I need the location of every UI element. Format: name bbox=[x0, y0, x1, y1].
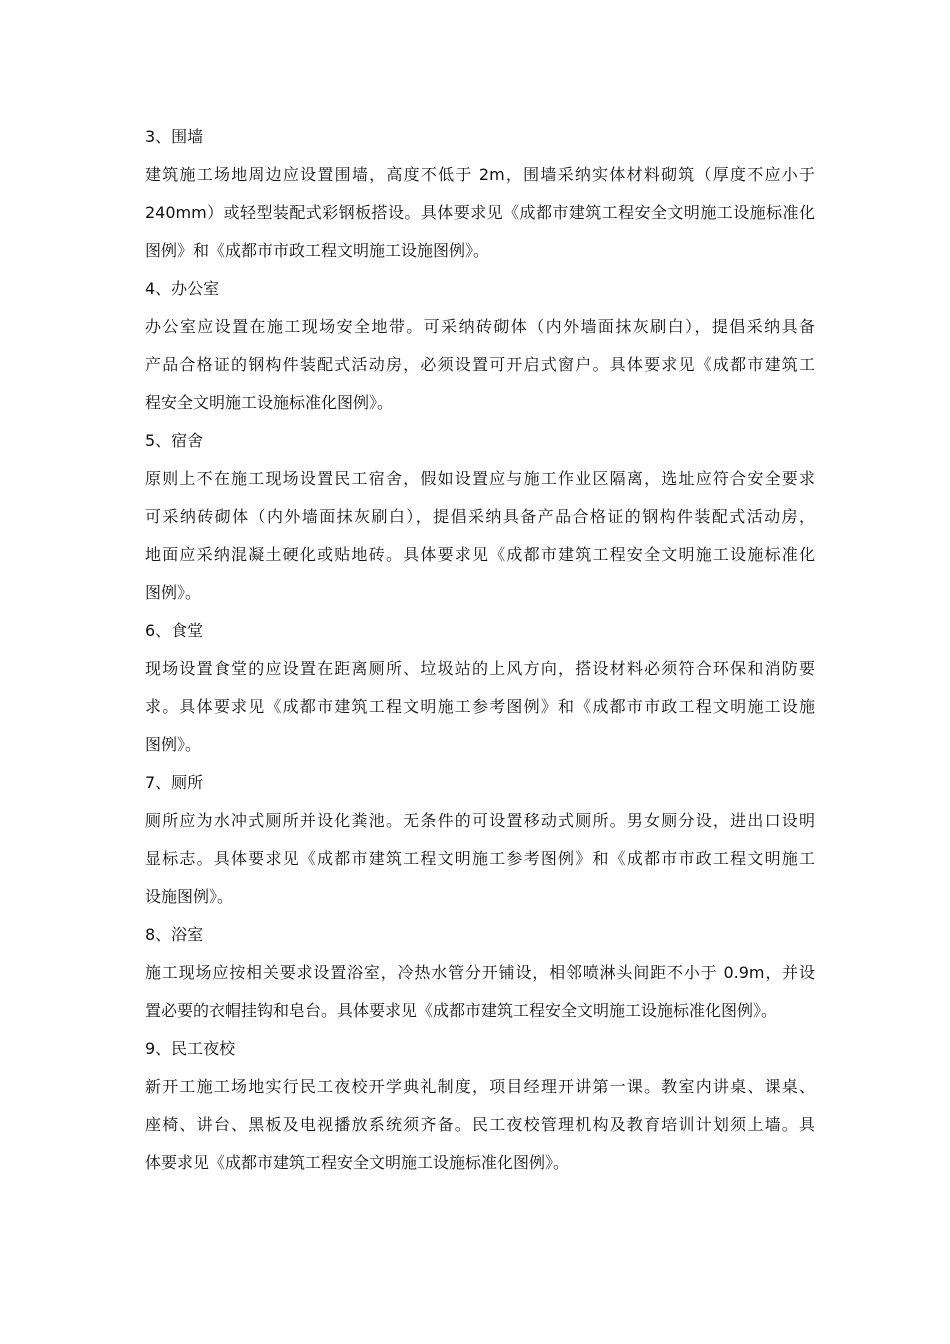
section-body bbox=[145, 151, 815, 275]
paragraph-line: 新开工施工场地实行民工夜校开学典礼制度，项目经理开讲第一课。教室内讲桌、课桌、 bbox=[145, 1077, 815, 1096]
paragraph-line: 原则上不在施工现场设置民工宿舍，假如设置应与施工作业区隔离，选址应符合安全要求 bbox=[145, 469, 815, 488]
paragraph-line: 座椅、讲台、黑板及电视播放系统须齐备。民工夜校管理机构及教育培训计划须上墙。具 bbox=[145, 1115, 815, 1134]
section-heading: 7、厕所 bbox=[145, 773, 204, 792]
section-night-school bbox=[145, 1035, 815, 1187]
section-body bbox=[145, 455, 815, 617]
paragraph-line: 程安全文明施工设施标准化图例》。 bbox=[145, 393, 394, 412]
section-canteen bbox=[145, 617, 815, 769]
paragraph-line: 设施图例》。 bbox=[145, 887, 234, 906]
paragraph-line: 图例》。 bbox=[145, 583, 202, 602]
section-body bbox=[145, 949, 815, 1035]
paragraph-line: 求。具体要求见《成都市建筑工程文明施工参考图例》和《成都市市政工程文明施工设施 bbox=[145, 697, 815, 716]
section-heading: 6、食堂 bbox=[145, 621, 204, 640]
section-dormitory bbox=[145, 427, 815, 617]
paragraph-line: 置必要的衣帽挂钩和皂台。具体要求见《成都市建筑工程安全文明施工设施标准化图例》。 bbox=[145, 1001, 778, 1020]
document-content bbox=[145, 123, 815, 1187]
section-bathroom bbox=[145, 921, 815, 1035]
paragraph-line: 图例》。 bbox=[145, 735, 202, 754]
paragraph-line: 现场设置食堂的应设置在距离厕所、垃圾站的上风方向，搭设材料必须符合环保和消防要 bbox=[145, 659, 815, 678]
paragraph-line: 地面应采纳混凝土硬化或贴地砖。具体要求见《成都市建筑工程安全文明施工设施标准化 bbox=[145, 545, 815, 564]
section-heading: 5、宿舍 bbox=[145, 431, 204, 450]
section-heading: 9、民工夜校 bbox=[145, 1039, 236, 1058]
section-heading: 8、浴室 bbox=[145, 925, 204, 944]
section-wall bbox=[145, 123, 815, 275]
paragraph-line: 显标志。具体要求见《成都市建筑工程文明施工参考图例》和《成都市市政工程文明施工 bbox=[145, 849, 815, 868]
paragraph-line: 厕所应为水冲式厕所并设化粪池。无条件的可设置移动式厕所。男女厕分设，进出口设明 bbox=[145, 811, 815, 830]
section-body bbox=[145, 645, 815, 769]
paragraph-line: 可采纳砖砌体（内外墙面抹灰刷白），提倡采纳具备产品合格证的钢构件装配式活动房， bbox=[145, 507, 815, 526]
section-heading: 3、围墙 bbox=[145, 127, 204, 146]
section-body bbox=[145, 1063, 815, 1187]
section-body bbox=[145, 797, 815, 921]
paragraph-line: 240mm）或轻型装配式彩钢板搭设。具体要求见《成都市建筑工程安全文明施工设施标准化 bbox=[145, 203, 815, 222]
paragraph-line: 图例》和《成都市市政工程文明施工设施图例》。 bbox=[145, 241, 490, 260]
paragraph-line: 办公室应设置在施工现场安全地带。可采纳砖砌体（内外墙面抹灰刷白），提倡采纳具备 bbox=[145, 317, 815, 336]
paragraph-line: 产品合格证的钢构件装配式活动房，必须设置可开启式窗户。具体要求见《成都市建筑工 bbox=[145, 355, 815, 374]
section-heading: 4、办公室 bbox=[145, 279, 220, 298]
section-toilet bbox=[145, 769, 815, 921]
paragraph-line: 建筑施工场地周边应设置围墙，高度不低于 2m，围墙采纳实体材料砌筑（厚度不应小于 bbox=[145, 165, 815, 184]
paragraph-line: 体要求见《成都市建筑工程安全文明施工设施标准化图例》。 bbox=[145, 1153, 570, 1172]
paragraph-line: 施工现场应按相关要求设置浴室，冷热水管分开铺设，相邻喷淋头间距不小于 0.9m，并设 bbox=[145, 963, 815, 982]
section-office bbox=[145, 275, 815, 427]
section-body bbox=[145, 303, 815, 427]
